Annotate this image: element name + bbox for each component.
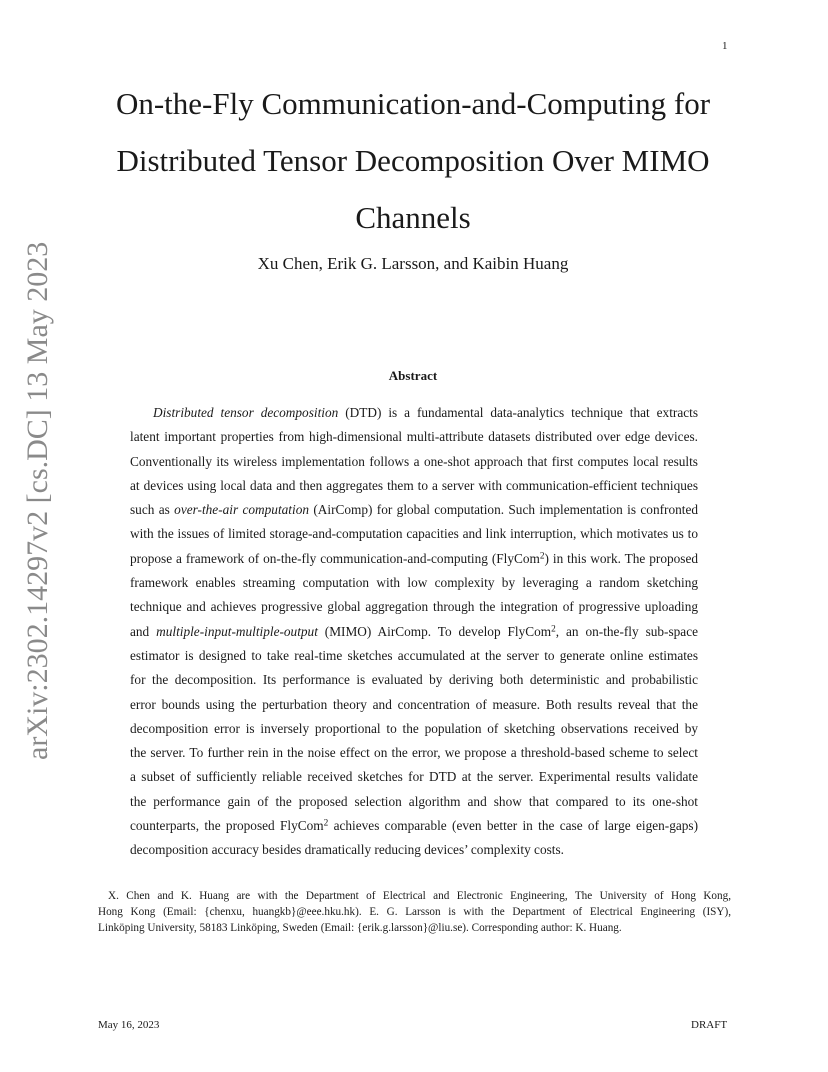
abstract-line: latent important properties from high-dimensional multi-attribute datasets distributed over edge devices.: [130, 429, 698, 445]
abstract-line: Conventionally its wireless implementation follows a one-shot approach that first computes local results: [130, 453, 698, 469]
title-line: Channels: [355, 200, 471, 235]
page-number: 1: [722, 40, 728, 52]
abstract-line: at devices using local data and then aggregates them to a server with communication-efficient techniques: [130, 477, 698, 493]
emphasis-text: over-the-air computation: [174, 502, 309, 518]
emphasis-text: multiple-input-multiple-output: [156, 623, 318, 639]
abstract-line: propose a framework of on-the-fly communication-and-computing (FlyCom$^2$) in this work. The proposed: [130, 550, 698, 566]
footnote-line: X. Chen and K. Huang are with the Department of Electrical and Electronic Engineering, The University of Hong Kong,: [108, 890, 731, 902]
footer-date: May 16, 2023: [98, 1019, 160, 1031]
arxiv-identifier[interactable]: arXiv:2302.14297v2 [cs.DC] 13 May 2023: [21, 241, 54, 760]
superscript: 2: [323, 818, 329, 829]
abstract-line: technique and achieves progressive global aggregation through the integration of progressive uploading: [130, 599, 698, 615]
abstract-heading: Abstract: [388, 368, 438, 383]
abstract-body: [130, 401, 698, 863]
paper-title: [60, 75, 766, 246]
abstract-line: Distributed tensor decomposition (DTD) is a fundamental data-analytics technique that extracts: [153, 405, 699, 420]
title-line: Distributed Tensor Decomposition Over MIMO: [116, 143, 710, 178]
author-list: Xu Chen, Erik G. Larsson, and Kaibin Huang: [257, 254, 569, 273]
abstract-line: counterparts, the proposed FlyCom$^2$ achieves comparable (even better in the case of large eigen-gaps): [130, 818, 698, 834]
title-line: On-the-Fly Communication-and-Computing for: [115, 86, 711, 121]
footnote-line: Linköping University, 58183 Linköping, Sweden (Email: {erik.g.larsson}@liu.se). Corresponding author: K. Huang.: [98, 922, 622, 934]
abstract-line: a subset of sufficiently reliable received sketches for DTD at the server. Experimental results validate: [130, 769, 698, 785]
abstract-line: error bounds using the perturbation theory and concentration of measure. Both results reveal that the: [130, 696, 698, 712]
superscript: 2: [539, 551, 545, 562]
superscript: 2: [551, 624, 556, 635]
abstract-line: decomposition accuracy besides dramatically reducing devices’ complexity costs.: [130, 842, 564, 858]
footnote-line: Hong Kong (Email: {chenxu, huangkb}@eee.hku.hk). E. G. Larsson is with the Department of Electrical Engineering (ISY),: [98, 906, 731, 918]
emphasis-text: Distributed tensor decomposition: [153, 405, 339, 420]
author-affiliation-footnote: [98, 888, 731, 936]
abstract-line: the performance gain of the proposed selection algorithm and show that compared to its one-shot: [130, 793, 698, 809]
abstract-line: with the issues of limited storage-and-computation capacities and link interruption, which motivates us to: [130, 526, 698, 542]
abstract-line: decomposition error is inversely proportional to the population of sketching observations received by: [130, 720, 698, 736]
abstract-line: framework enables streaming computation with low complexity by leveraging a random sketching: [130, 575, 698, 591]
abstract-line: estimator is designed to take real-time sketches accumulated at the server to generate online estimates: [130, 647, 698, 663]
abstract-line: such as over-the-air computation (AirComp) for global computation. Such implementation is confronted: [130, 502, 699, 518]
abstract-line: the server. To further rein in the noise effect on the error, we propose a threshold-based scheme to select: [130, 745, 698, 761]
footer-draft-label: DRAFT: [691, 1019, 728, 1031]
abstract-line: and multiple-input-multiple-output (MIMO) AirComp. To develop FlyCom$^2$, an on-the-fly sub-space: [130, 623, 698, 639]
abstract-line: for the decomposition. Its performance is evaluated by deriving both deterministic and probabilistic: [130, 672, 698, 688]
